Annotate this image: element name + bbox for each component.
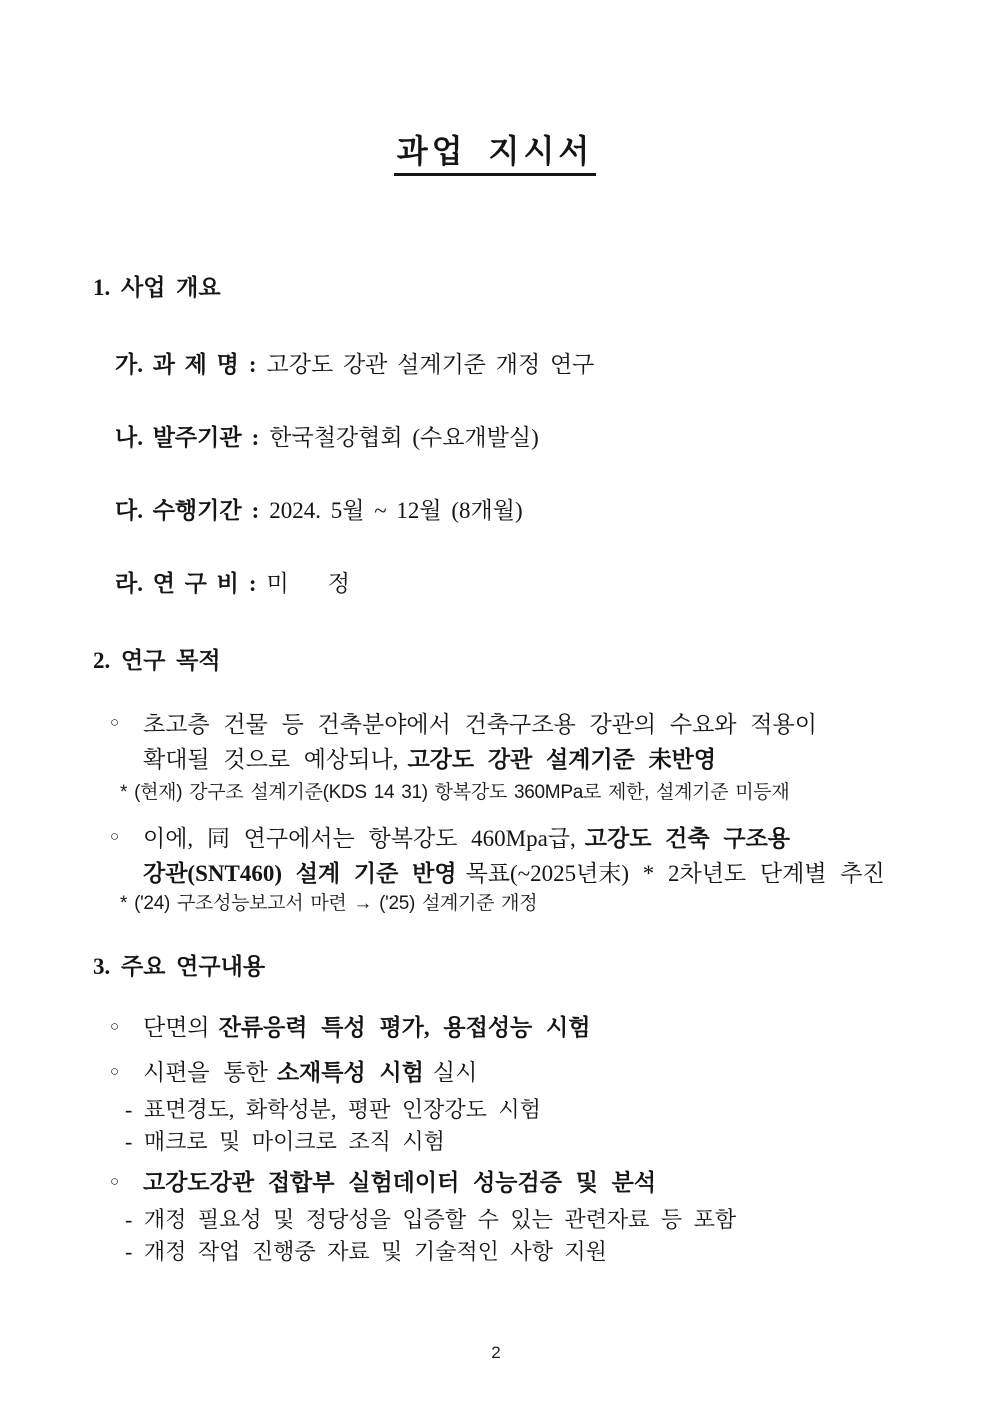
bullet-line-bold: 강관(SNT460) 설계 기준 반영 (143, 861, 457, 886)
bullet-line (143, 1013, 897, 1042)
section-1-heading: 1. 사업 개요 (93, 275, 221, 300)
field-separator: : (251, 425, 260, 450)
bullet-joint-verification-text (143, 1168, 897, 1197)
bullet-line-bold: 잔류응력 특성 평가, 용접성능 시험 (218, 1015, 591, 1040)
bullet-line-regular: 단면의 (143, 1015, 210, 1040)
field-research-budget (115, 569, 897, 598)
note-current-standard: * (현재) 강구조 설계기준(KDS 14 31) 항복강도 360MPa로 제한, 설계기준 미등재 (120, 782, 790, 803)
section-3-heading: 3. 주요 연구내용 (93, 954, 266, 979)
bullet-line: 초고층 건물 등 건축분야에서 건축구조용 강관의 수요와 적용이 (143, 712, 817, 737)
bullet-demand-expansion-text (143, 707, 897, 777)
field-separator: : (248, 352, 257, 377)
bullet-line (143, 821, 897, 856)
field-ordering-agency-label: 나. 발주기관 (115, 425, 242, 450)
bullet-line-regular: 목표(~2025년末) * 2차년도 단계별 추진 (465, 861, 885, 886)
field-project-period-value: 2024. 5월 ~ 12월 (8개월) (269, 498, 523, 523)
bullet-demand-expansion (110, 707, 897, 777)
bullet-joint-verification (110, 1168, 897, 1197)
bullet-residual-stress-text (143, 1013, 897, 1042)
subitem-revision-evidence: - 개정 필요성 및 정당성을 입증할 수 있는 관련자료 등 포함 (125, 1207, 737, 1232)
bullet-line-regular: 실시 (432, 1060, 478, 1085)
bullet-line-bold: 고강도 건축 구조용 (584, 826, 791, 851)
field-project-name-label: 가. 과 제 명 (115, 352, 239, 377)
field-separator: : (251, 498, 260, 523)
circle-bullet-icon: ○ (110, 1174, 120, 1190)
subitem-macro-micro: - 매크로 및 마이크로 조직 시험 (125, 1129, 445, 1154)
field-ordering-agency-value: 한국철강협회 (수요개발실) (269, 425, 539, 450)
bullet-residual-stress (110, 1013, 897, 1042)
circle-bullet-icon: ○ (110, 1019, 120, 1035)
bullet-line (143, 1168, 897, 1197)
field-ordering-agency (115, 423, 897, 452)
field-separator: : (248, 571, 257, 596)
bullet-line (143, 1058, 897, 1087)
page-number: 2 (491, 1343, 501, 1362)
field-project-period (115, 496, 897, 525)
bullet-line-regular: 확대될 것으로 예상되나, (143, 747, 399, 772)
field-research-budget-value: 미 정 (266, 571, 350, 596)
bullet-line (143, 856, 897, 891)
circle-bullet-icon: ○ (110, 829, 120, 845)
bullet-line-bold: 고강도 강관 설계기준 未반영 (407, 747, 717, 772)
bullet-line-regular: 시편을 통한 (143, 1060, 268, 1085)
note-yearly-plan: * ('24) 구조성능보고서 마련 → ('25) 설계기준 개정 (120, 893, 538, 914)
circle-bullet-icon: ○ (110, 1064, 120, 1080)
subitem-revision-support: - 개정 작업 진행중 자료 및 기술적인 사항 지원 (125, 1239, 607, 1264)
section-2-heading: 2. 연구 목적 (93, 648, 221, 673)
field-project-name-value: 고강도 강관 설계기준 개정 연구 (266, 352, 595, 377)
bullet-design-standard-goal (110, 821, 897, 891)
document-title (93, 130, 897, 172)
document-title-text: 과업 지시서 (394, 133, 597, 176)
bullet-material-test (110, 1058, 897, 1087)
bullet-line (143, 742, 897, 777)
field-research-budget-label: 라. 연 구 비 (115, 571, 239, 596)
field-project-name (115, 350, 897, 379)
bullet-line-bold: 소재특성 시험 (276, 1060, 424, 1085)
bullet-line-bold: 고강도강관 접합부 실험데이터 성능검증 및 분석 (143, 1170, 657, 1195)
bullet-material-test-text (143, 1058, 897, 1087)
circle-bullet-icon: ○ (110, 715, 120, 731)
field-project-period-label: 다. 수행기간 (115, 498, 242, 523)
bullet-line-regular: 이에, 同 연구에서는 항복강도 460Mpa급, (143, 826, 576, 851)
bullet-design-standard-goal-text (143, 821, 897, 891)
subitem-surface-hardness: - 표면경도, 화학성분, 평판 인장강도 시험 (125, 1097, 541, 1122)
